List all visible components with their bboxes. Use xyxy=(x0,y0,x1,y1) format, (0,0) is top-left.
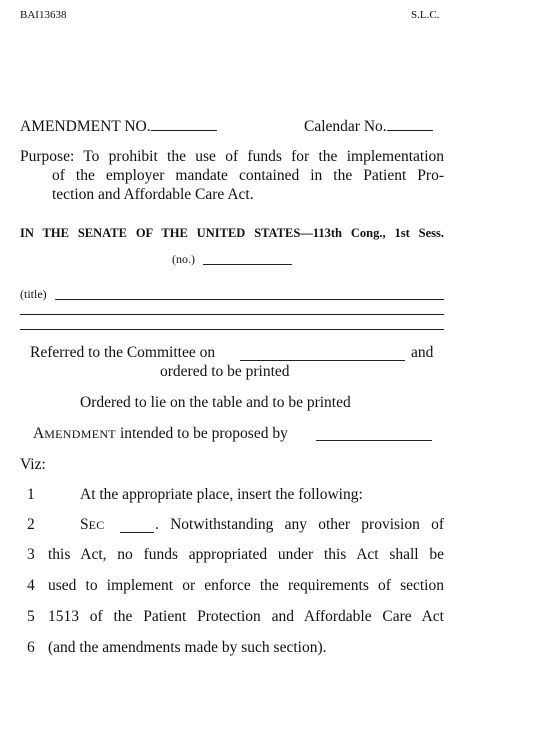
amendment-intended-line xyxy=(33,425,288,443)
sec-cap: S xyxy=(80,516,89,533)
senate-heading: IN THE SENATE OF THE UNITED STATES—113th Cong., 1st Sess. xyxy=(20,226,444,240)
referral-line-start: Referred to the Committee on xyxy=(30,344,216,361)
bill-number-blank xyxy=(203,264,292,265)
committee-blank xyxy=(240,360,405,361)
title-blank-line-3 xyxy=(20,329,444,330)
line-number: 3 xyxy=(27,546,35,563)
bill-number-label: (no.) xyxy=(172,252,195,266)
section-heading xyxy=(80,516,105,534)
title-blank-line-1 xyxy=(55,299,444,300)
purpose-line-1: Purpose: To prohibit the use of funds for the implementation xyxy=(20,148,444,165)
line-number: 1 xyxy=(27,486,35,503)
amendment-cap: A xyxy=(33,425,45,442)
amendment-rest: MENDMENT xyxy=(44,427,116,441)
line-number: 5 xyxy=(27,608,35,625)
amendment-number-blank xyxy=(151,118,217,131)
purpose-line-2: of the employer mandate contained in the Patient Pro- xyxy=(52,167,444,184)
referral-line-end: and xyxy=(411,344,434,361)
referral-line-2: ordered to be printed xyxy=(160,363,290,380)
text-line-5: 1513 of the Patient Protection and Affordable Care Act xyxy=(48,608,444,625)
line-number: 2 xyxy=(27,516,35,533)
text-line-1: At the appropriate place, insert the following: xyxy=(80,486,363,503)
document-id: BAI13638 xyxy=(20,9,67,21)
purpose-line-3: tection and Affordable Care Act. xyxy=(52,186,254,203)
ordered-line: Ordered to lie on the table and to be printed xyxy=(80,394,351,411)
text-line-4: used to implement or enforce the requirements of section xyxy=(48,577,444,594)
calendar-number-blank xyxy=(387,118,433,131)
viz-label: Viz: xyxy=(20,456,46,473)
line-number: 4 xyxy=(27,577,35,594)
office-code: S.L.C. xyxy=(411,9,440,21)
text-line-3: this Act, no funds appropriated under this Act shall be xyxy=(48,546,444,563)
text-line-6: (and the amendments made by such section). xyxy=(48,639,327,656)
title-blank-line-2 xyxy=(20,314,444,315)
section-number-blank xyxy=(120,532,154,533)
calendar-number-field xyxy=(304,118,433,136)
calendar-number-label: Calendar No. xyxy=(304,118,387,135)
amendment-intended-tail: intended to be proposed by xyxy=(119,425,288,442)
title-label: (title) xyxy=(20,287,47,301)
proposer-blank xyxy=(316,440,432,441)
bill-number-field xyxy=(172,252,195,267)
sec-rest: EC xyxy=(88,518,105,532)
text-line-2: . Notwithstanding any other provision of xyxy=(155,516,444,533)
amendment-number-field xyxy=(20,118,217,136)
line-number: 6 xyxy=(27,639,35,656)
amendment-number-label: AMENDMENT NO. xyxy=(20,118,151,135)
